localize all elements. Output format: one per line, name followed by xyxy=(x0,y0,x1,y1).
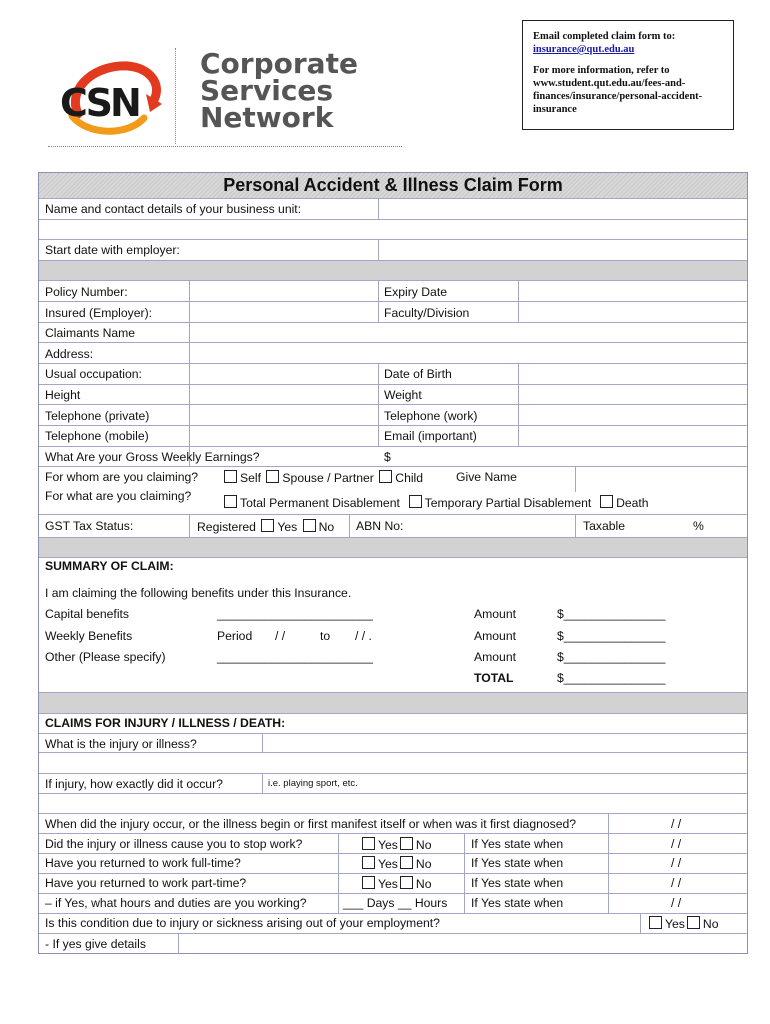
tel-mobile-label: Telephone (mobile) xyxy=(45,429,149,443)
period-to[interactable]: / / . xyxy=(355,629,372,643)
dob-field[interactable] xyxy=(519,364,746,384)
section-separator xyxy=(39,793,747,813)
svg-text:CSN: CSN xyxy=(60,81,139,125)
temp-disablement-label: Temporary Partial Disablement xyxy=(424,496,592,510)
faculty-label: Faculty/Division xyxy=(384,306,470,320)
hours-duties-label: – if Yes, what hours and duties are you working? xyxy=(45,896,307,910)
part-time-no-label: No xyxy=(415,877,432,891)
part-time-date[interactable]: / / xyxy=(671,876,682,890)
give-name-label: Give Name xyxy=(456,470,517,484)
other-blank[interactable]: _______________________ xyxy=(217,650,373,664)
give-name-field[interactable] xyxy=(576,467,746,491)
csn-logo xyxy=(58,56,166,138)
stop-work-label: Did the injury or illness cause you to stop work? xyxy=(45,837,303,851)
spouse-checkbox[interactable] xyxy=(266,470,279,483)
email-link[interactable]: insurance@qut.edu.au xyxy=(533,44,635,55)
claims-heading: CLAIMS FOR INJURY / ILLNESS / DEATH: xyxy=(45,716,286,730)
tel-work-label: Telephone (work) xyxy=(384,409,478,423)
employment-no-label: No xyxy=(702,917,719,931)
brand-line-2: Services xyxy=(200,74,334,107)
tpd-label: Total Permanent Disablement xyxy=(240,496,400,510)
injury-how-hint: i.e. playing sport, etc. xyxy=(268,778,358,789)
start-date-label: Start date with employer: xyxy=(45,243,180,257)
spouse-label: Spouse / Partner xyxy=(282,471,374,485)
total-amount-field[interactable]: $_______________ xyxy=(557,671,666,685)
expiry-date-field[interactable] xyxy=(519,281,746,301)
email-label: Email (important) xyxy=(384,429,477,443)
weekly-amount-label: Amount xyxy=(474,629,517,643)
injury-what-field[interactable] xyxy=(263,734,746,752)
death-checkbox[interactable] xyxy=(600,495,613,508)
header-divider-vertical xyxy=(175,48,176,144)
summary-intro: I am claiming the following benefits under this Insurance. xyxy=(45,586,352,600)
dob-label: Date of Birth xyxy=(384,367,452,381)
occupation-field[interactable] xyxy=(190,364,378,384)
full-time-no-label: No xyxy=(415,857,432,871)
abn-label: ABN No: xyxy=(356,519,404,533)
employment-yes-label: Yes xyxy=(665,917,685,931)
full-time-yes-checkbox[interactable] xyxy=(362,856,375,869)
stop-work-date[interactable]: / / xyxy=(671,837,682,851)
faculty-field[interactable] xyxy=(519,302,746,322)
full-time-no-checkbox[interactable] xyxy=(400,856,413,869)
insured-field[interactable] xyxy=(190,302,378,322)
summary-heading: SUMMARY OF CLAIM: xyxy=(45,559,174,573)
tel-private-label: Telephone (private) xyxy=(45,409,150,423)
injury-how-field[interactable] xyxy=(263,774,746,793)
contact-info-box xyxy=(522,20,734,130)
registered-label: Registered xyxy=(197,520,256,534)
form-title: Personal Accident & Illness Claim Form xyxy=(223,175,563,195)
employment-no-checkbox[interactable] xyxy=(687,916,700,929)
weekly-amount-field[interactable]: $_______________ xyxy=(557,629,666,643)
self-label: Self xyxy=(240,471,262,485)
height-field[interactable] xyxy=(190,385,378,404)
hours-when-label: If Yes state when xyxy=(471,896,564,910)
height-label: Height xyxy=(45,388,81,402)
abn-field[interactable] xyxy=(410,515,575,536)
brand-line-1: Corporate xyxy=(200,47,358,80)
when-occur-label: When did the injury occur, or the illness begin or first manifest itself or when was it first diagnosed? xyxy=(45,817,577,831)
earnings-label: What Are your Gross Weekly Earnings? xyxy=(45,450,260,464)
header-divider-horizontal xyxy=(48,146,402,147)
other-amount-label: Amount xyxy=(474,650,517,664)
part-time-yes-checkbox[interactable] xyxy=(362,876,375,889)
claimant-field[interactable] xyxy=(190,323,746,342)
what-label: For what are you claiming? xyxy=(45,489,192,503)
other-label: Other (Please specify) xyxy=(45,650,166,664)
earnings-field[interactable] xyxy=(392,447,746,466)
hours-date[interactable]: / / xyxy=(671,896,682,910)
child-checkbox[interactable] xyxy=(379,470,392,483)
employment-yes-checkbox[interactable] xyxy=(649,916,662,929)
self-checkbox[interactable] xyxy=(224,470,237,483)
period-to-label: to xyxy=(320,629,331,643)
give-details-label: - If yes give details xyxy=(45,937,146,951)
stop-work-yes-label: Yes xyxy=(378,838,398,852)
whom-label: For whom are you claiming? xyxy=(45,470,199,484)
injury-what-label: What is the injury or illness? xyxy=(45,737,197,751)
gst-yes-checkbox[interactable] xyxy=(261,519,274,532)
start-date-field[interactable] xyxy=(379,240,746,260)
full-time-date[interactable]: / / xyxy=(671,856,682,870)
insured-label: Insured (Employer): xyxy=(45,306,153,320)
total-label: TOTAL xyxy=(474,671,514,685)
claimant-label: Claimants Name xyxy=(45,326,136,340)
when-occur-date[interactable]: / / xyxy=(671,817,682,831)
capital-amount-field[interactable]: $_______________ xyxy=(557,607,666,621)
business-unit-field[interactable] xyxy=(379,199,746,219)
email-field[interactable] xyxy=(519,426,746,446)
employment-label: Is this condition due to injury or sickness arising out of your employment? xyxy=(45,916,440,930)
part-time-yes-label: Yes xyxy=(378,877,398,891)
full-time-label: Have you returned to work full-time? xyxy=(45,856,241,870)
gst-yes-label: Yes xyxy=(277,520,298,534)
full-time-yes-label: Yes xyxy=(378,857,398,871)
days-hours-field[interactable]: ___ Days __ Hours xyxy=(343,896,448,910)
full-time-when-label: If Yes state when xyxy=(471,856,564,870)
policy-number-field[interactable] xyxy=(190,281,378,301)
death-label: Death xyxy=(616,496,649,510)
weekly-label: Weekly Benefits xyxy=(45,629,133,643)
gst-label: GST Tax Status: xyxy=(45,519,134,533)
capital-blank[interactable]: _______________________ xyxy=(217,607,373,621)
weight-field[interactable] xyxy=(519,385,746,404)
capital-label: Capital benefits xyxy=(45,607,130,621)
part-time-no-checkbox[interactable] xyxy=(400,876,413,889)
stop-work-no-label: No xyxy=(415,838,432,852)
other-amount-field[interactable]: $_______________ xyxy=(557,650,666,664)
tpd-checkbox[interactable] xyxy=(224,495,237,508)
part-time-label: Have you returned to work part-time? xyxy=(45,876,247,890)
policy-number-label: Policy Number: xyxy=(45,285,128,299)
taxable-label: Taxable xyxy=(583,519,626,533)
period-label: Period xyxy=(217,629,253,643)
expiry-date-label: Expiry Date xyxy=(384,285,447,299)
gst-no-label: No xyxy=(318,520,335,534)
gst-no-checkbox[interactable] xyxy=(303,519,316,532)
brand-name xyxy=(200,47,358,134)
temp-disablement-checkbox[interactable] xyxy=(409,495,422,508)
taxable-percent: % xyxy=(693,519,704,533)
stop-work-yes-checkbox[interactable] xyxy=(362,837,375,850)
email-intro: Email completed claim form to: xyxy=(533,31,676,42)
give-details-field[interactable] xyxy=(179,934,746,953)
tel-private-field[interactable] xyxy=(190,405,378,425)
tel-work-field[interactable] xyxy=(519,405,746,425)
injury-how-label: If injury, how exactly did it occur? xyxy=(45,777,223,791)
child-label: Child xyxy=(395,471,424,485)
weight-label: Weight xyxy=(384,388,422,402)
tel-mobile-field[interactable] xyxy=(190,426,378,446)
section-separator xyxy=(39,260,747,280)
business-unit-label: Name and contact details of your business unit: xyxy=(45,202,302,216)
address-field[interactable] xyxy=(190,343,746,363)
earnings-dollar: $ xyxy=(384,450,391,464)
brand-line-3: Network xyxy=(200,101,334,134)
part-time-when-label: If Yes state when xyxy=(471,876,564,890)
stop-work-when-label: If Yes state when xyxy=(471,837,564,851)
capital-amount-label: Amount xyxy=(474,607,517,621)
info-text: For more information, refer to www.student.qut.edu.au/fees-and-finances/insurance/personal-accident-insurance xyxy=(533,65,703,115)
stop-work-no-checkbox[interactable] xyxy=(400,837,413,850)
section-separator xyxy=(39,692,747,713)
period-from[interactable]: / / xyxy=(275,629,286,643)
occupation-label: Usual occupation: xyxy=(45,367,142,381)
section-separator xyxy=(39,537,747,557)
address-label: Address: xyxy=(45,347,94,361)
